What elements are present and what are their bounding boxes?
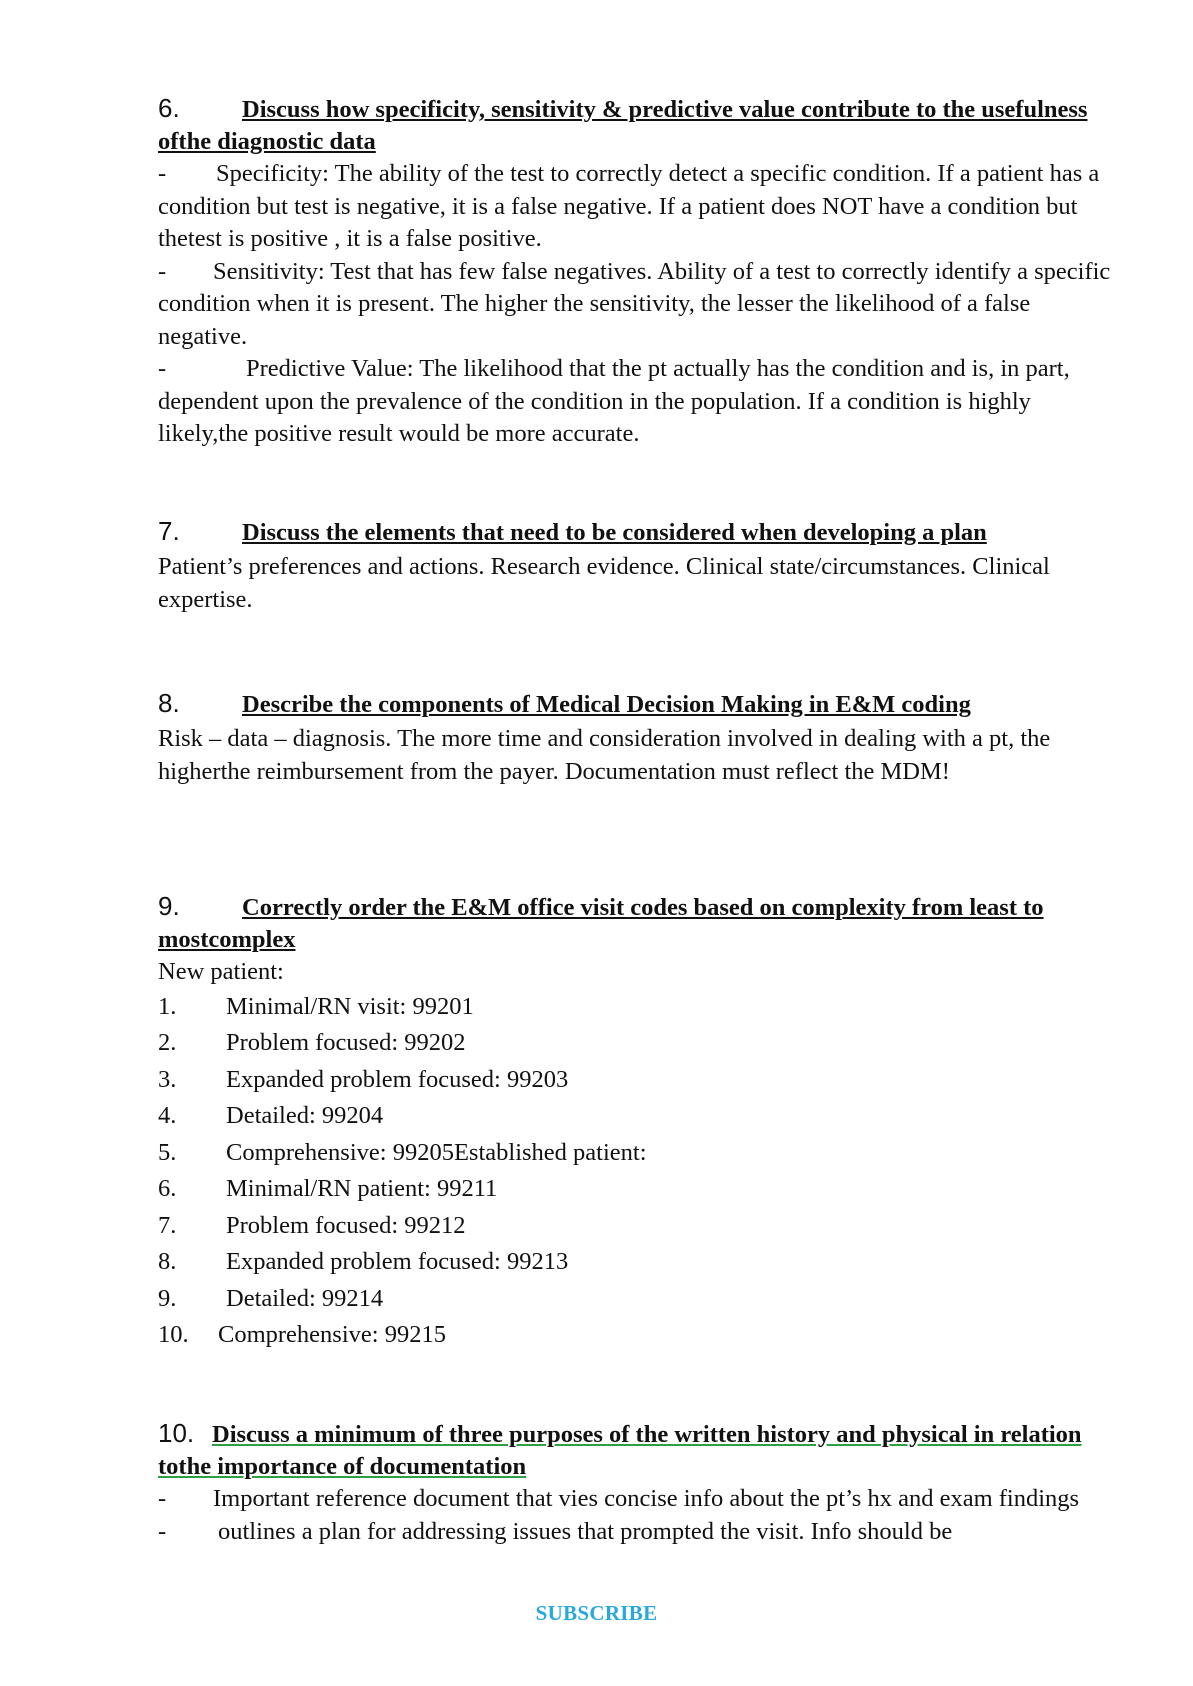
- list-text: Minimal/RN visit: 99201: [226, 992, 474, 1020]
- bullet-text: Specificity: The ability of the test to correctly detect a specific condition. If a patient has a condition but test is negative, it is a false negative. If a patient does NOT have a condition but thetest is positive , it is a false positive.: [158, 160, 1100, 252]
- list-number: 6.: [158, 1175, 177, 1202]
- bullet-dash: -: [158, 160, 167, 187]
- list-item: [158, 1135, 1118, 1172]
- list-item: [158, 1025, 1118, 1062]
- list-number: 2.: [158, 1029, 177, 1056]
- list-number: 7.: [158, 1211, 177, 1239]
- bullet-text: Sensitivity: Test that has few false negatives. Ability of a test to correctly identify a specific condition when it is present. The higher the sensitivity, the lesser the likelihood of a false negative.: [158, 257, 1111, 350]
- list-item: [158, 1244, 1118, 1281]
- list-text: Detailed: 99214: [226, 1284, 384, 1312]
- list-intro: New patient:: [158, 958, 284, 985]
- list-text: Comprehensive: 99215: [218, 1321, 446, 1348]
- answer-text: Risk – data – diagnosis. The more time and consideration involved in dealing with a pt, the higherthe reimbursement from the payer. Documentation must reflect the MDM!: [158, 725, 1051, 785]
- question-8-heading: [158, 687, 1118, 721]
- list-item: [158, 1317, 1118, 1354]
- question-8: [158, 687, 1118, 788]
- question-6-heading: [158, 92, 1118, 158]
- list-number: 1.: [158, 992, 177, 1020]
- bullet-text: outlines a plan for addressing issues that prompted the visit. Info should be: [218, 1517, 953, 1545]
- bullet-item: [158, 256, 1118, 354]
- list-number: 5.: [158, 1138, 177, 1166]
- list-text: Comprehensive: 99205Established patient:: [226, 1138, 647, 1166]
- question-title: Describe the components of Medical Decision Making in E&M coding: [242, 691, 971, 718]
- bullet-item: [158, 158, 1118, 256]
- question-6: [158, 92, 1118, 451]
- bullet-dash: -: [158, 1517, 167, 1545]
- list-number: 10.: [158, 1321, 189, 1348]
- list-text: Problem focused: 99212: [226, 1211, 466, 1239]
- question-9: [158, 890, 1118, 1354]
- list-text: Minimal/RN patient: 99211: [226, 1175, 498, 1202]
- question-7: [158, 515, 1118, 616]
- question-title: Discuss the elements that need to be considered when developing a plan: [242, 519, 987, 546]
- list-item: [158, 989, 1118, 1026]
- bullet-dash: -: [158, 355, 167, 382]
- question-7-heading: [158, 515, 1118, 549]
- code-list: [158, 989, 1118, 1354]
- question-number: 6.: [158, 93, 180, 123]
- bullet-text: Predictive Value: The likelihood that the pt actually has the condition and is, in part, dependent upon the prevalence of the condition in the population. If a condition is highly likely,the positive result would be more accurate.: [158, 355, 1070, 447]
- bullet-item: [158, 1483, 1118, 1516]
- list-text: Expanded problem focused: 99213: [226, 1248, 569, 1275]
- question-10: [158, 1417, 1118, 1548]
- question-number: 9.: [158, 891, 180, 921]
- bullet-dash: -: [158, 257, 167, 285]
- question-title: Discuss a minimum of three purposes of the written history and physical in relation tothe importance of documentation: [158, 1421, 1082, 1480]
- question-number: 10.: [158, 1418, 195, 1448]
- list-number: 4.: [158, 1102, 177, 1129]
- bullet-item: [158, 1516, 1118, 1549]
- question-9-heading: [158, 890, 1118, 956]
- question-number: 7.: [158, 516, 180, 546]
- list-item: [158, 1208, 1118, 1245]
- question-title: Discuss how specificity, sensitivity & predictive value contribute to the usefulness ofthe diagnostic data: [158, 96, 1088, 155]
- bullet-text: Important reference document that vies concise info about the pt’s hx and exam findings: [213, 1485, 1080, 1512]
- list-number: 9.: [158, 1284, 177, 1312]
- subscribe-link[interactable]: SUBSCRIBE: [535, 1601, 658, 1625]
- bullet-dash: -: [158, 1485, 167, 1512]
- list-text: Detailed: 99204: [226, 1102, 384, 1129]
- answer-text: Patient’s preferences and actions. Research evidence. Clinical state/circumstances. Clinical expertise.: [158, 553, 1050, 613]
- list-text: Expanded problem focused: 99203: [226, 1065, 569, 1093]
- question-title: Correctly order the E&M office visit codes based on complexity from least to mostcomplex: [158, 894, 1044, 953]
- bullet-item: [158, 353, 1118, 451]
- list-item: [158, 1062, 1118, 1099]
- list-number: 3.: [158, 1065, 177, 1093]
- list-item: [158, 1281, 1118, 1318]
- list-item: [158, 1171, 1118, 1208]
- list-text: Problem focused: 99202: [226, 1029, 466, 1056]
- list-number: 8.: [158, 1248, 177, 1275]
- list-item: [158, 1098, 1118, 1135]
- question-number: 8.: [158, 688, 180, 718]
- question-10-heading: [158, 1417, 1118, 1483]
